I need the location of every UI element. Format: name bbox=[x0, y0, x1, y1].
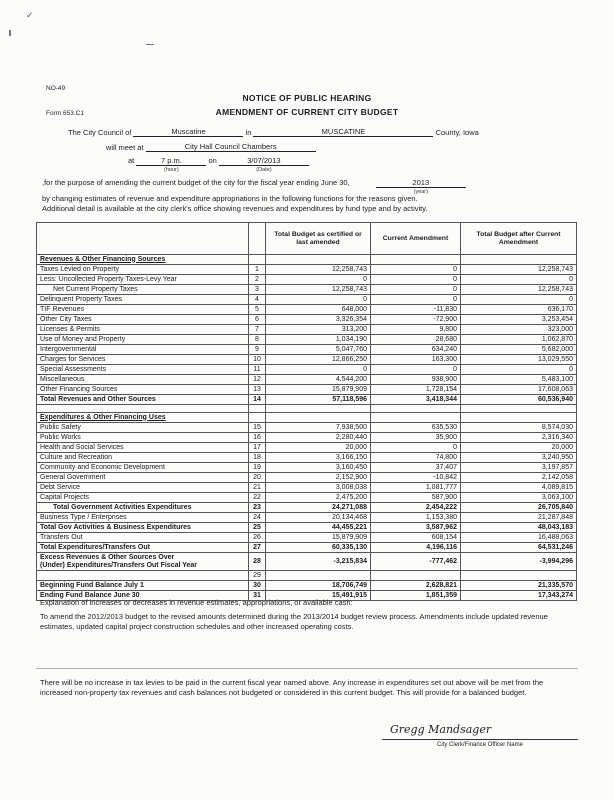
table-cell: 608,154 bbox=[371, 533, 461, 543]
table-cell: Use of Money and Property bbox=[37, 335, 249, 345]
table-cell: -10,842 bbox=[371, 473, 461, 483]
table-cell: 0 bbox=[461, 295, 577, 305]
table-cell: Delinquent Property Taxes bbox=[37, 295, 249, 305]
table-cell: 7 bbox=[249, 325, 266, 335]
table-cell: 0 bbox=[461, 365, 577, 375]
table-cell: 163,300 bbox=[371, 355, 461, 365]
table-cell: 636,170 bbox=[461, 305, 577, 315]
table-cell: Debt Service bbox=[37, 483, 249, 493]
table-cell: 12 bbox=[249, 375, 266, 385]
table-cell: 8 bbox=[249, 335, 266, 345]
table-cell: 24,271,088 bbox=[266, 503, 371, 513]
table-cell: 0 bbox=[371, 275, 461, 285]
table-cell: 0 bbox=[266, 295, 371, 305]
table-cell: 648,000 bbox=[266, 305, 371, 315]
table-cell: 27 bbox=[249, 543, 266, 553]
table-cell: 2,316,340 bbox=[461, 433, 577, 443]
table-cell: Charges for Services bbox=[37, 355, 249, 365]
table-row bbox=[37, 325, 577, 335]
table-cell bbox=[371, 405, 461, 413]
table-cell: Taxes Levied on Property bbox=[37, 265, 249, 275]
county-name-field: MUSCATINE bbox=[253, 127, 433, 137]
table-cell: 19 bbox=[249, 463, 266, 473]
table-cell: 12,258,743 bbox=[461, 265, 577, 275]
table-cell: 3,166,150 bbox=[266, 453, 371, 463]
page-title: NOTICE OF PUBLIC HEARING bbox=[242, 93, 372, 103]
header-cell-blank-label bbox=[37, 223, 249, 255]
table-row bbox=[37, 483, 577, 493]
table-row bbox=[37, 385, 577, 395]
table-row bbox=[37, 433, 577, 443]
table-cell: 26,705,840 bbox=[461, 503, 577, 513]
table-cell: 1,851,359 bbox=[371, 591, 461, 601]
table-cell: 15,879,909 bbox=[266, 533, 371, 543]
council-line-mid: in bbox=[245, 128, 252, 137]
table-cell: Intergovernmental bbox=[37, 345, 249, 355]
table-cell: 587,900 bbox=[371, 493, 461, 503]
table-cell: General Government bbox=[37, 473, 249, 483]
table-cell: Special Assessments bbox=[37, 365, 249, 375]
table-header-row bbox=[37, 223, 577, 255]
table-row bbox=[37, 423, 577, 433]
table-cell: Miscellaneous bbox=[37, 375, 249, 385]
table-cell: 12,866,250 bbox=[266, 355, 371, 365]
table-cell: 3 bbox=[249, 285, 266, 295]
table-row bbox=[37, 395, 577, 405]
table-cell: 17,343,274 bbox=[461, 591, 577, 601]
form-number: NO-49 bbox=[46, 85, 66, 92]
table-cell bbox=[249, 405, 266, 413]
table-cell: 44,455,221 bbox=[266, 523, 371, 533]
table-cell: Beginning Fund Balance July 1 bbox=[37, 581, 249, 591]
table-cell: Total Gov Activities & Business Expenditures bbox=[37, 523, 249, 533]
table-cell: 938,900 bbox=[371, 375, 461, 385]
table-cell: 18,706,749 bbox=[266, 581, 371, 591]
table-cell: 60,536,940 bbox=[461, 395, 577, 405]
table-cell: 74,800 bbox=[371, 453, 461, 463]
table-cell: 7,938,500 bbox=[266, 423, 371, 433]
table-cell: 15 bbox=[249, 423, 266, 433]
table-cell: Community and Economic Development bbox=[37, 463, 249, 473]
table-cell bbox=[266, 255, 371, 265]
table-cell: 1,062,870 bbox=[461, 335, 577, 345]
table-cell: 5,483,100 bbox=[461, 375, 577, 385]
table-cell: 4 bbox=[249, 295, 266, 305]
table-cell: Excess Revenues & Other Sources Over (Under) Expenditures/Transfers Out Fiscal Year bbox=[37, 553, 249, 571]
table-cell bbox=[266, 413, 371, 423]
table-cell: 3,326,354 bbox=[266, 315, 371, 325]
table-cell: 3,197,857 bbox=[461, 463, 577, 473]
table-cell: 60,335,130 bbox=[266, 543, 371, 553]
hour-caption: (hour) bbox=[164, 167, 179, 173]
council-line bbox=[68, 127, 479, 137]
table-cell: 4,196,116 bbox=[371, 543, 461, 553]
table-cell: 8,574,030 bbox=[461, 423, 577, 433]
table-cell: 12,258,743 bbox=[461, 285, 577, 295]
table-cell: 3,160,450 bbox=[266, 463, 371, 473]
budget-amendment-table bbox=[36, 222, 577, 601]
table-row bbox=[37, 533, 577, 543]
table-cell: 31 bbox=[249, 591, 266, 601]
table-cell: Business Type / Enterprises bbox=[37, 513, 249, 523]
table-cell: 24 bbox=[249, 513, 266, 523]
purpose-line bbox=[42, 178, 466, 195]
pen-check-icon: ✓ bbox=[26, 10, 34, 20]
table-cell: 0 bbox=[371, 295, 461, 305]
meeting-place-pre: will meet at bbox=[106, 143, 144, 152]
pen-mark-icon bbox=[9, 30, 11, 36]
table-cell: 2,454,222 bbox=[371, 503, 461, 513]
table-cell: 1,153,380 bbox=[371, 513, 461, 523]
table-cell: Public Safety bbox=[37, 423, 249, 433]
table-cell: 9 bbox=[249, 345, 266, 355]
table-cell: 1,034,190 bbox=[266, 335, 371, 345]
table-cell bbox=[461, 405, 577, 413]
table-cell: 57,118,596 bbox=[266, 395, 371, 405]
table-row bbox=[37, 315, 577, 325]
page-subtitle: AMENDMENT OF CURRENT CITY BUDGET bbox=[215, 107, 399, 117]
budget-table-body bbox=[37, 255, 577, 601]
table-cell: 3,253,454 bbox=[461, 315, 577, 325]
table-cell: 64,531,246 bbox=[461, 543, 577, 553]
table-cell: Total Government Activities Expenditures bbox=[37, 503, 249, 513]
table-cell: 0 bbox=[371, 365, 461, 375]
explanation-label: Explanation of increases or decreases in revenue estimates, appropriations, or available cash: bbox=[40, 598, 353, 607]
fiscal-year-field bbox=[376, 178, 466, 195]
table-cell: 21,335,570 bbox=[461, 581, 577, 591]
clerk-signature: Gregg Mandsager bbox=[390, 723, 492, 736]
table-cell bbox=[266, 405, 371, 413]
table-row bbox=[37, 295, 577, 305]
table-cell: 3,240,950 bbox=[461, 453, 577, 463]
table-row bbox=[37, 523, 577, 533]
table-cell: Net Current Property Taxes bbox=[37, 285, 249, 295]
table-cell: 3,418,344 bbox=[371, 395, 461, 405]
table-cell: 1 bbox=[249, 265, 266, 275]
table-cell: 12,258,743 bbox=[266, 285, 371, 295]
table-cell: 0 bbox=[461, 275, 577, 285]
table-row bbox=[37, 305, 577, 315]
table-cell: 3,587,962 bbox=[371, 523, 461, 533]
table-cell: 20 bbox=[249, 473, 266, 483]
header-cell-after-amendment: Total Budget after Current Amendment bbox=[461, 223, 577, 255]
table-cell: 17,608,063 bbox=[461, 385, 577, 395]
signature-line bbox=[382, 739, 578, 740]
table-cell: -3,994,296 bbox=[461, 553, 577, 571]
table-row bbox=[37, 473, 577, 483]
signature-caption: City Clerk/Finance Officer Name bbox=[437, 742, 523, 748]
table-cell: 635,530 bbox=[371, 423, 461, 433]
meeting-date-field bbox=[219, 156, 309, 173]
table-cell: 3,063,100 bbox=[461, 493, 577, 503]
table-cell: 2 bbox=[249, 275, 266, 285]
meeting-time-mid: on bbox=[208, 156, 217, 165]
table-cell: 0 bbox=[371, 285, 461, 295]
table-cell: -777,462 bbox=[371, 553, 461, 571]
table-row bbox=[37, 581, 577, 591]
explanation-text: To amend the 2012/2013 budget to the revised amounts determined during the 2013/2014 budget review process. Amendments include updated revenue estimates, updated capital project construction schedules and other increased operating costs. bbox=[40, 612, 548, 631]
table-cell: Ending Fund Balance June 30 bbox=[37, 591, 249, 601]
year-caption: (year) bbox=[413, 189, 428, 195]
table-cell: 9,800 bbox=[371, 325, 461, 335]
disclaimer-text: There will be no increase in tax levies to be paid in the current fiscal year named above. Any increase in expenditures set out above will be met from the increased non-property tax revenues and cash balances not budgeted or considered in this current budget. This will provide for a balanced budget. bbox=[40, 678, 544, 697]
form-code: Form 653.C1 bbox=[46, 110, 84, 117]
table-cell: Total Revenues and Other Sources bbox=[37, 395, 249, 405]
table-cell: 20,000 bbox=[266, 443, 371, 453]
table-cell: -3,215,834 bbox=[266, 553, 371, 571]
table-cell: 29 bbox=[249, 571, 266, 581]
table-row bbox=[37, 543, 577, 553]
table-cell: 2,628,821 bbox=[371, 581, 461, 591]
table-cell: 313,200 bbox=[266, 325, 371, 335]
table-cell: 0 bbox=[266, 275, 371, 285]
table-cell: Transfers Out bbox=[37, 533, 249, 543]
table-cell bbox=[249, 413, 266, 423]
table-row bbox=[37, 413, 577, 423]
table-cell: 0 bbox=[371, 443, 461, 453]
meeting-date-value: 3/07/2013 bbox=[219, 156, 309, 166]
table-row bbox=[37, 503, 577, 513]
table-cell: 28 bbox=[249, 553, 266, 571]
pen-mark-icon bbox=[146, 44, 154, 45]
table-row bbox=[37, 375, 577, 385]
purpose-pre: ,for the purpose of amending the current budget of the city for the fiscal year ending June 30, bbox=[42, 178, 350, 187]
meeting-time-pre: at bbox=[128, 156, 135, 165]
city-name-field: Muscatine bbox=[133, 127, 243, 137]
table-cell bbox=[371, 255, 461, 265]
table-cell bbox=[461, 255, 577, 265]
table-cell: 323,000 bbox=[461, 325, 577, 335]
table-cell: 30 bbox=[249, 581, 266, 591]
table-cell: 1,081,777 bbox=[371, 483, 461, 493]
table-cell: Other City Taxes bbox=[37, 315, 249, 325]
table-cell: Public Works bbox=[37, 433, 249, 443]
table-cell: 2,142,058 bbox=[461, 473, 577, 483]
table-cell: 35,900 bbox=[371, 433, 461, 443]
table-row bbox=[37, 553, 577, 571]
table-row bbox=[37, 571, 577, 581]
table-cell: 2,280,440 bbox=[266, 433, 371, 443]
meeting-hour-field bbox=[136, 156, 206, 173]
table-row bbox=[37, 285, 577, 295]
table-cell: 5 bbox=[249, 305, 266, 315]
table-row bbox=[37, 265, 577, 275]
table-cell: 5,682,000 bbox=[461, 345, 577, 355]
table-cell: 0 bbox=[371, 265, 461, 275]
council-line-pre: The City Council of bbox=[68, 128, 132, 137]
table-cell: 3,008,038 bbox=[266, 483, 371, 493]
table-cell bbox=[249, 255, 266, 265]
table-cell: 4,544,200 bbox=[266, 375, 371, 385]
table-cell: 2,475,200 bbox=[266, 493, 371, 503]
meeting-place-line bbox=[106, 142, 316, 152]
table-cell: 25 bbox=[249, 523, 266, 533]
table-cell: 6 bbox=[249, 315, 266, 325]
table-cell: 2,152,900 bbox=[266, 473, 371, 483]
table-cell: Less: Uncollected Property Taxes-Levy Year bbox=[37, 275, 249, 285]
purpose-paragraph-1: by changing estimates of revenue and expenditure appropriations in the following functions for the reasons given. bbox=[42, 194, 418, 203]
council-line-post: County, Iowa bbox=[435, 128, 479, 137]
table-cell: 5,047,760 bbox=[266, 345, 371, 355]
fiscal-year-value: 2013 bbox=[376, 178, 466, 188]
budget-table-header bbox=[37, 223, 577, 255]
table-cell: 23 bbox=[249, 503, 266, 513]
table-cell: 10 bbox=[249, 355, 266, 365]
table-row bbox=[37, 365, 577, 375]
table-cell: 15,491,915 bbox=[266, 591, 371, 601]
table-cell bbox=[37, 571, 249, 581]
table-cell: 21,287,848 bbox=[461, 513, 577, 523]
table-row bbox=[37, 255, 577, 265]
table-row bbox=[37, 443, 577, 453]
table-cell: 13,029,550 bbox=[461, 355, 577, 365]
table-row bbox=[37, 355, 577, 365]
meeting-hour-value: 7 p.m. bbox=[136, 156, 206, 166]
table-cell: Other Financing Sources bbox=[37, 385, 249, 395]
table-cell: 48,043,183 bbox=[461, 523, 577, 533]
header-cell-certified: Total Budget as certified or last amended bbox=[266, 223, 371, 255]
table-cell: Expenditures & Other Financing Uses bbox=[37, 413, 249, 423]
table-row bbox=[37, 463, 577, 473]
table-cell bbox=[37, 405, 249, 413]
table-cell: TIF Revenues bbox=[37, 305, 249, 315]
table-cell: 16,488,063 bbox=[461, 533, 577, 543]
table-row bbox=[37, 405, 577, 413]
meeting-time-line bbox=[128, 156, 309, 173]
header-cell-current-amendment: Current Amendment bbox=[371, 223, 461, 255]
table-cell: -72,900 bbox=[371, 315, 461, 325]
table-row bbox=[37, 345, 577, 355]
table-cell: 28,680 bbox=[371, 335, 461, 345]
table-cell bbox=[371, 413, 461, 423]
date-caption: (Date) bbox=[256, 167, 272, 173]
table-cell bbox=[266, 571, 371, 581]
table-cell bbox=[461, 571, 577, 581]
table-cell: 0 bbox=[266, 365, 371, 375]
table-cell bbox=[371, 571, 461, 581]
table-cell: 37,407 bbox=[371, 463, 461, 473]
divider-line bbox=[36, 668, 578, 669]
table-cell: Revenues & Other Financing Sources bbox=[37, 255, 249, 265]
table-row bbox=[37, 275, 577, 285]
table-cell: Licenses & Permits bbox=[37, 325, 249, 335]
table-cell: 21 bbox=[249, 483, 266, 493]
table-cell: Total Expenditures/Transfers Out bbox=[37, 543, 249, 553]
purpose-paragraph-2: Additional detail is available at the city clerk's office showing revenues and expenditures by fund type and by activity. bbox=[42, 204, 428, 213]
table-cell: 20,000 bbox=[461, 443, 577, 453]
table-cell: -11,830 bbox=[371, 305, 461, 315]
table-row bbox=[37, 493, 577, 503]
meeting-place-field: City Hall Council Chambers bbox=[146, 142, 316, 152]
table-cell: 17 bbox=[249, 443, 266, 453]
table-cell: 16 bbox=[249, 433, 266, 443]
table-row bbox=[37, 453, 577, 463]
table-cell: 20,134,468 bbox=[266, 513, 371, 523]
table-cell: 1,728,154 bbox=[371, 385, 461, 395]
header-cell-blank-num bbox=[249, 223, 266, 255]
table-cell: 13 bbox=[249, 385, 266, 395]
table-cell: 12,258,743 bbox=[266, 265, 371, 275]
table-cell: 14 bbox=[249, 395, 266, 405]
table-cell: Culture and Recreation bbox=[37, 453, 249, 463]
table-cell: 22 bbox=[249, 493, 266, 503]
table-cell: 18 bbox=[249, 453, 266, 463]
table-cell: 11 bbox=[249, 365, 266, 375]
table-cell: 4,089,815 bbox=[461, 483, 577, 493]
table-cell: Health and Social Services bbox=[37, 443, 249, 453]
table-cell: Capital Projects bbox=[37, 493, 249, 503]
table-row bbox=[37, 335, 577, 345]
table-cell: 26 bbox=[249, 533, 266, 543]
table-cell: 15,879,909 bbox=[266, 385, 371, 395]
table-cell bbox=[461, 413, 577, 423]
table-row bbox=[37, 513, 577, 523]
table-cell: 634,240 bbox=[371, 345, 461, 355]
